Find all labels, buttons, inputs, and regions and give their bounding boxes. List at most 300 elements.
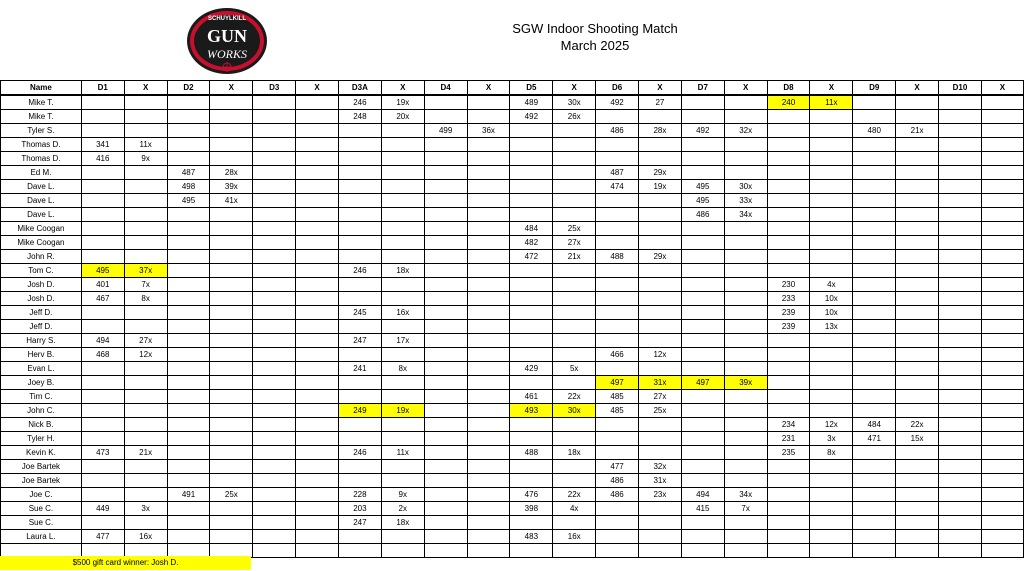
- x-count-cell: [981, 502, 1023, 516]
- score-cell: 467: [81, 292, 124, 306]
- shooter-name: Herv B.: [1, 348, 82, 362]
- score-cell: [81, 362, 124, 376]
- x-count-cell: [296, 320, 339, 334]
- table-row: [1, 418, 1024, 432]
- x-count-cell: [553, 208, 596, 222]
- score-cell: [81, 166, 124, 180]
- shooter-name: Evan L.: [1, 362, 82, 376]
- score-cell: [424, 236, 467, 250]
- x-count-cell: [639, 530, 682, 544]
- x-count-cell: [896, 250, 939, 264]
- x-count-cell: [724, 222, 767, 236]
- x-count-cell: 21x: [896, 124, 939, 138]
- x-count-cell: [296, 432, 339, 446]
- x-count-cell: [553, 180, 596, 194]
- x-count-cell: [981, 530, 1023, 544]
- score-cell: 429: [510, 362, 553, 376]
- score-cell: [81, 404, 124, 418]
- x-count-cell: [296, 334, 339, 348]
- score-cell: [253, 194, 296, 208]
- score-cell: [424, 110, 467, 124]
- score-cell: [253, 306, 296, 320]
- x-count-cell: [810, 166, 853, 180]
- logo-text-top: SCHUYLKILL: [208, 16, 246, 22]
- x-count-cell: 29x: [639, 166, 682, 180]
- x-count-cell: 39x: [210, 180, 253, 194]
- x-count-cell: [724, 446, 767, 460]
- x-count-cell: 27: [639, 95, 682, 110]
- x-count-cell: [724, 516, 767, 530]
- x-count-cell: [124, 390, 167, 404]
- table-row: [1, 292, 1024, 306]
- score-cell: [939, 166, 982, 180]
- x-count-cell: [296, 474, 339, 488]
- shooter-name: Ed M.: [1, 166, 82, 180]
- x-count-cell: [296, 208, 339, 222]
- x-count-cell: 31x: [639, 474, 682, 488]
- table-row: [1, 376, 1024, 390]
- x-count-cell: [724, 348, 767, 362]
- score-cell: [939, 460, 982, 474]
- shooter-name: Dave L.: [1, 208, 82, 222]
- score-cell: [424, 502, 467, 516]
- score-cell: [167, 446, 210, 460]
- x-count-cell: [124, 110, 167, 124]
- x-count-cell: [724, 320, 767, 334]
- score-cell: [853, 348, 896, 362]
- score-cell: [767, 502, 810, 516]
- score-cell: [596, 432, 639, 446]
- x-count-cell: 28x: [210, 166, 253, 180]
- column-header-x: X: [467, 81, 510, 96]
- x-count-cell: [381, 376, 424, 390]
- score-cell: [939, 376, 982, 390]
- score-cell: [767, 348, 810, 362]
- score-cell: [424, 264, 467, 278]
- empty-cell: [981, 544, 1023, 558]
- score-cell: [81, 516, 124, 530]
- score-cell: [424, 278, 467, 292]
- score-cell: [253, 502, 296, 516]
- score-cell: [853, 474, 896, 488]
- x-count-cell: [381, 474, 424, 488]
- x-count-cell: [724, 166, 767, 180]
- x-count-cell: [381, 292, 424, 306]
- empty-cell: [253, 544, 296, 558]
- score-cell: [939, 124, 982, 138]
- score-cell: [767, 194, 810, 208]
- score-cell: [338, 152, 381, 166]
- shooter-name: Jeff D.: [1, 306, 82, 320]
- x-count-cell: [981, 446, 1023, 460]
- score-cell: [81, 488, 124, 502]
- score-cell: [853, 194, 896, 208]
- x-count-cell: [810, 502, 853, 516]
- x-count-cell: [639, 236, 682, 250]
- x-count-cell: [810, 110, 853, 124]
- score-cell: [167, 222, 210, 236]
- x-count-cell: [810, 516, 853, 530]
- match-date: March 2025: [560, 38, 630, 53]
- score-cell: [596, 362, 639, 376]
- x-count-cell: [896, 376, 939, 390]
- x-count-cell: [639, 446, 682, 460]
- score-cell: [939, 474, 982, 488]
- score-cell: 239: [767, 306, 810, 320]
- table-row: [1, 530, 1024, 544]
- x-count-cell: 19x: [639, 180, 682, 194]
- x-count-cell: [296, 278, 339, 292]
- score-cell: [338, 222, 381, 236]
- score-cell: [596, 110, 639, 124]
- x-count-cell: 29x: [639, 250, 682, 264]
- empty-cell: [596, 544, 639, 558]
- column-header-d3: D3: [253, 81, 296, 96]
- empty-cell: [338, 544, 381, 558]
- x-count-cell: [381, 208, 424, 222]
- score-cell: [253, 208, 296, 222]
- x-count-cell: [124, 236, 167, 250]
- table-row: [1, 138, 1024, 152]
- x-count-cell: [467, 222, 510, 236]
- score-cell: [167, 95, 210, 110]
- x-count-cell: [639, 432, 682, 446]
- x-count-cell: [553, 460, 596, 474]
- x-count-cell: [210, 110, 253, 124]
- x-count-cell: 37x: [124, 264, 167, 278]
- score-cell: [424, 530, 467, 544]
- x-count-cell: [381, 278, 424, 292]
- score-cell: 228: [338, 488, 381, 502]
- x-count-cell: [296, 180, 339, 194]
- x-count-cell: 34x: [724, 488, 767, 502]
- x-count-cell: [810, 208, 853, 222]
- x-count-cell: [296, 152, 339, 166]
- x-count-cell: [124, 474, 167, 488]
- x-count-cell: [553, 292, 596, 306]
- score-cell: [853, 530, 896, 544]
- score-cell: [81, 390, 124, 404]
- x-count-cell: [553, 166, 596, 180]
- score-cell: [767, 222, 810, 236]
- score-cell: [338, 320, 381, 334]
- x-count-cell: 4x: [553, 502, 596, 516]
- x-count-cell: 12x: [124, 348, 167, 362]
- x-count-cell: [981, 180, 1023, 194]
- score-cell: 495: [81, 264, 124, 278]
- score-cell: [510, 432, 553, 446]
- x-count-cell: [467, 180, 510, 194]
- x-count-cell: [810, 124, 853, 138]
- score-cell: [510, 376, 553, 390]
- x-count-cell: 3x: [810, 432, 853, 446]
- score-cell: [853, 376, 896, 390]
- x-count-cell: 20x: [381, 110, 424, 124]
- score-cell: [167, 152, 210, 166]
- x-count-cell: [381, 152, 424, 166]
- score-cell: [853, 236, 896, 250]
- score-cell: [253, 222, 296, 236]
- column-header-d2: D2: [167, 81, 210, 96]
- score-cell: [253, 362, 296, 376]
- x-count-cell: [896, 460, 939, 474]
- score-cell: 231: [767, 432, 810, 446]
- x-count-cell: [896, 152, 939, 166]
- score-cell: [767, 124, 810, 138]
- x-count-cell: 23x: [639, 488, 682, 502]
- x-count-cell: [210, 278, 253, 292]
- score-cell: [939, 180, 982, 194]
- x-count-cell: 11x: [810, 95, 853, 110]
- table-row: [1, 404, 1024, 418]
- score-cell: [767, 460, 810, 474]
- x-count-cell: [296, 530, 339, 544]
- column-header-x: X: [210, 81, 253, 96]
- x-count-cell: [981, 362, 1023, 376]
- x-count-cell: [553, 152, 596, 166]
- x-count-cell: [810, 362, 853, 376]
- score-cell: 480: [853, 124, 896, 138]
- score-cell: [167, 404, 210, 418]
- score-cell: 487: [596, 166, 639, 180]
- score-cell: [596, 222, 639, 236]
- score-cell: 240: [767, 95, 810, 110]
- score-cell: [681, 474, 724, 488]
- score-cell: [510, 166, 553, 180]
- x-count-cell: [981, 95, 1023, 110]
- x-count-cell: 27x: [124, 334, 167, 348]
- score-cell: [939, 488, 982, 502]
- x-count-cell: 22x: [553, 390, 596, 404]
- x-count-cell: 25x: [639, 404, 682, 418]
- x-count-cell: [467, 390, 510, 404]
- score-cell: [253, 404, 296, 418]
- table-row: [1, 208, 1024, 222]
- x-count-cell: [467, 306, 510, 320]
- score-cell: 234: [767, 418, 810, 432]
- table-row: [1, 194, 1024, 208]
- x-count-cell: [124, 222, 167, 236]
- x-count-cell: [381, 138, 424, 152]
- x-count-cell: [810, 222, 853, 236]
- score-cell: [681, 166, 724, 180]
- score-cell: [939, 320, 982, 334]
- score-cell: [253, 180, 296, 194]
- x-count-cell: [381, 390, 424, 404]
- score-cell: [424, 390, 467, 404]
- score-cell: [596, 152, 639, 166]
- score-cell: [853, 152, 896, 166]
- score-cell: 484: [510, 222, 553, 236]
- x-count-cell: 13x: [810, 320, 853, 334]
- score-cell: [681, 152, 724, 166]
- x-count-cell: [896, 110, 939, 124]
- x-count-cell: [896, 474, 939, 488]
- x-count-cell: [467, 208, 510, 222]
- score-cell: [253, 432, 296, 446]
- score-cell: [596, 320, 639, 334]
- score-cell: [939, 306, 982, 320]
- table-row: [1, 390, 1024, 404]
- x-count-cell: [724, 278, 767, 292]
- score-cell: [338, 376, 381, 390]
- score-cell: [424, 166, 467, 180]
- x-count-cell: [553, 194, 596, 208]
- score-cell: [167, 376, 210, 390]
- x-count-cell: [724, 418, 767, 432]
- shooter-name: John C.: [1, 404, 82, 418]
- score-cell: [681, 278, 724, 292]
- score-cell: [510, 292, 553, 306]
- score-cell: [167, 432, 210, 446]
- shooter-name: Thomas D.: [1, 138, 82, 152]
- score-cell: [767, 236, 810, 250]
- x-count-cell: [553, 264, 596, 278]
- score-cell: [853, 390, 896, 404]
- score-cell: [253, 292, 296, 306]
- shooter-name: Kevin K.: [1, 446, 82, 460]
- score-cell: [681, 390, 724, 404]
- score-cell: [338, 208, 381, 222]
- score-cell: [681, 460, 724, 474]
- score-cell: [338, 390, 381, 404]
- column-header-x: X: [810, 81, 853, 96]
- shooter-name: Harry S.: [1, 334, 82, 348]
- x-count-cell: 10x: [810, 306, 853, 320]
- score-cell: [681, 432, 724, 446]
- score-cell: [167, 334, 210, 348]
- x-count-cell: [896, 320, 939, 334]
- score-cell: [253, 446, 296, 460]
- x-count-cell: 7x: [724, 502, 767, 516]
- score-cell: [253, 390, 296, 404]
- x-count-cell: [296, 250, 339, 264]
- score-cell: 239: [767, 320, 810, 334]
- x-count-cell: 25x: [210, 488, 253, 502]
- x-count-cell: [381, 194, 424, 208]
- score-cell: [596, 418, 639, 432]
- x-count-cell: [124, 362, 167, 376]
- score-cell: [338, 418, 381, 432]
- score-cell: [939, 334, 982, 348]
- x-count-cell: 8x: [381, 362, 424, 376]
- score-cell: [424, 348, 467, 362]
- x-count-cell: [467, 362, 510, 376]
- score-cell: [939, 390, 982, 404]
- score-cell: [681, 320, 724, 334]
- x-count-cell: [724, 530, 767, 544]
- score-cell: [596, 208, 639, 222]
- x-count-cell: [210, 138, 253, 152]
- shooter-name: Mike T.: [1, 110, 82, 124]
- x-count-cell: 17x: [381, 334, 424, 348]
- x-count-cell: [724, 138, 767, 152]
- x-count-cell: [381, 348, 424, 362]
- x-count-cell: [639, 502, 682, 516]
- x-count-cell: [639, 278, 682, 292]
- x-count-cell: [724, 292, 767, 306]
- score-cell: 492: [596, 95, 639, 110]
- table-row: [1, 320, 1024, 334]
- score-cell: 398: [510, 502, 553, 516]
- x-count-cell: [896, 95, 939, 110]
- score-cell: [81, 194, 124, 208]
- shooter-name: Sue C.: [1, 516, 82, 530]
- x-count-cell: [467, 250, 510, 264]
- x-count-cell: 19x: [381, 404, 424, 418]
- score-cell: 415: [681, 502, 724, 516]
- x-count-cell: [639, 222, 682, 236]
- score-cell: 473: [81, 446, 124, 460]
- x-count-cell: [467, 166, 510, 180]
- shooter-name: Mike Coogan: [1, 236, 82, 250]
- x-count-cell: [124, 516, 167, 530]
- score-cell: 416: [81, 152, 124, 166]
- x-count-cell: [467, 110, 510, 124]
- shooter-name: Tyler S.: [1, 124, 82, 138]
- score-cell: [167, 320, 210, 334]
- score-cell: [510, 152, 553, 166]
- score-cell: [939, 194, 982, 208]
- x-count-cell: [296, 502, 339, 516]
- x-count-cell: 9x: [381, 488, 424, 502]
- x-count-cell: [553, 376, 596, 390]
- score-cell: [81, 474, 124, 488]
- x-count-cell: [724, 95, 767, 110]
- x-count-cell: [810, 152, 853, 166]
- x-count-cell: [210, 432, 253, 446]
- score-cell: [424, 376, 467, 390]
- x-count-cell: [981, 292, 1023, 306]
- score-cell: [939, 236, 982, 250]
- x-count-cell: [896, 502, 939, 516]
- score-cell: [939, 446, 982, 460]
- x-count-cell: [210, 292, 253, 306]
- score-cell: 486: [681, 208, 724, 222]
- x-count-cell: [981, 474, 1023, 488]
- x-count-cell: [467, 530, 510, 544]
- x-count-cell: [381, 530, 424, 544]
- score-cell: [853, 138, 896, 152]
- x-count-cell: [553, 474, 596, 488]
- score-cell: [681, 264, 724, 278]
- x-count-cell: [981, 418, 1023, 432]
- score-cell: [253, 488, 296, 502]
- score-cell: [424, 334, 467, 348]
- table-row: [1, 236, 1024, 250]
- x-count-cell: [467, 348, 510, 362]
- score-cell: [167, 208, 210, 222]
- x-count-cell: 21x: [124, 446, 167, 460]
- score-cell: 461: [510, 390, 553, 404]
- score-cell: [81, 124, 124, 138]
- x-count-cell: [210, 516, 253, 530]
- x-count-cell: [296, 348, 339, 362]
- x-count-cell: [296, 404, 339, 418]
- score-cell: [424, 474, 467, 488]
- shooter-name: Thomas D.: [1, 152, 82, 166]
- score-cell: [681, 138, 724, 152]
- score-cell: [167, 460, 210, 474]
- x-count-cell: [896, 194, 939, 208]
- x-count-cell: [639, 194, 682, 208]
- score-cell: [424, 180, 467, 194]
- x-count-cell: [296, 488, 339, 502]
- x-count-cell: [639, 418, 682, 432]
- shooter-name: Joe C.: [1, 488, 82, 502]
- score-cell: [167, 418, 210, 432]
- x-count-cell: 7x: [124, 278, 167, 292]
